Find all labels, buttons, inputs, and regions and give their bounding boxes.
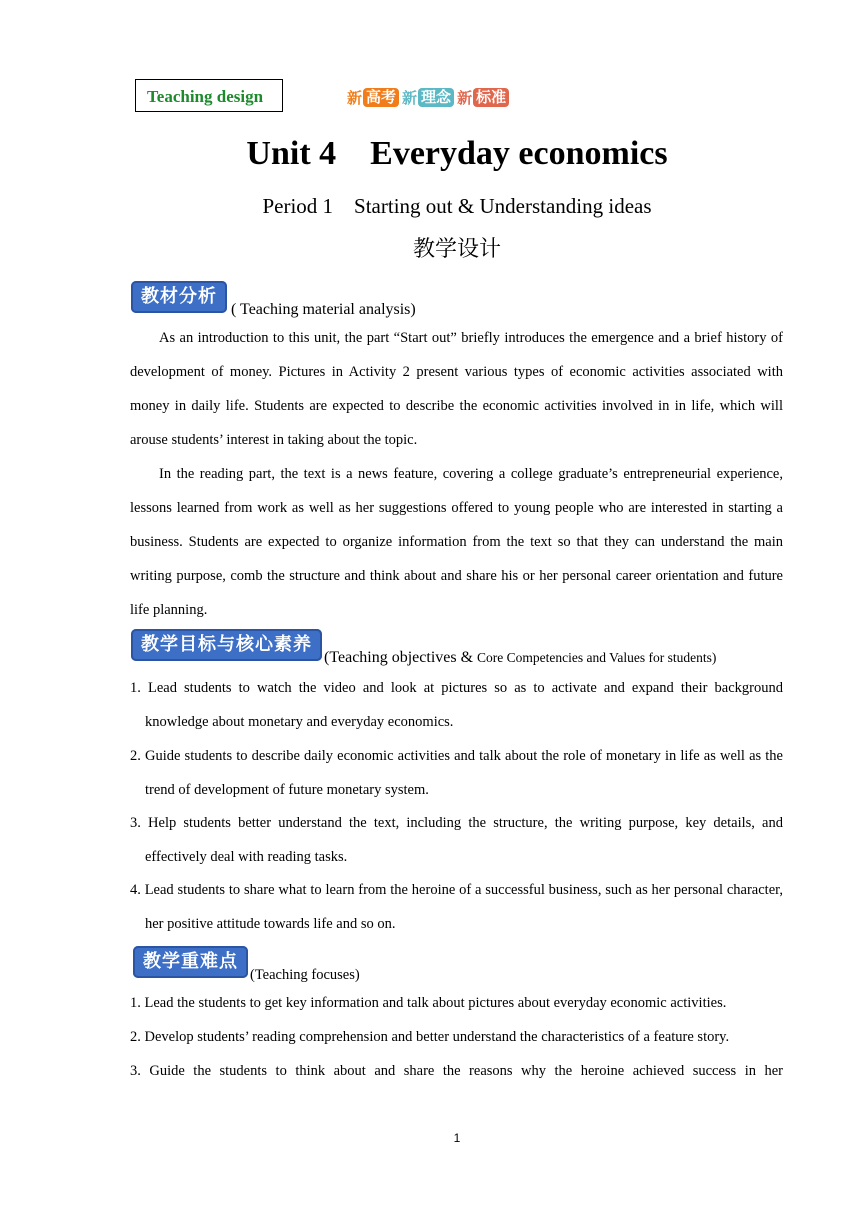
- slogan-pill-2: 理念: [418, 88, 454, 107]
- slogan-char-2: 新: [402, 88, 418, 107]
- section-objectives-heading: [131, 629, 717, 666]
- section-material-analysis-heading: [131, 281, 416, 318]
- period-subtitle: Period 1 Starting out & Understanding ideas: [262, 194, 652, 218]
- unit-title: Unit 4 Everyday economics: [246, 135, 668, 172]
- slogan-char-3: 新: [457, 88, 473, 107]
- slogan-pill-1: 高考: [363, 88, 399, 107]
- slogan-char-1: 新: [347, 88, 363, 107]
- section-label: [324, 649, 716, 667]
- section-badge: 教材分析: [131, 281, 227, 313]
- page-number: 1: [453, 1131, 461, 1145]
- section-focuses-heading: [133, 946, 360, 983]
- slogan-logo: [347, 86, 512, 108]
- teaching-design-tag: Teaching design: [135, 79, 283, 112]
- list-item: 2. Guide students to describe daily economic activities and talk about the role of monetary in life as well as the trend of development of future monetary system.: [130, 748, 783, 798]
- section-label: (Teaching focuses): [250, 967, 360, 983]
- list-item: 1. Lead students to watch the video and look at pictures so as to activate and expand their background knowledge about monetary and everyday economics.: [130, 680, 783, 730]
- section-label-main: (Teaching objectives &: [324, 649, 478, 666]
- section-badge: 教学目标与核心素养: [131, 629, 322, 661]
- list-item: 2. Develop students’ reading comprehension and better understand the characteristics of a feature story.: [130, 1029, 730, 1045]
- slogan-pill-3: 标准: [473, 88, 509, 107]
- section-label-small: Core Competencies and Values for students): [477, 650, 717, 665]
- paragraph: In the reading part, the text is a news feature, covering a college graduate’s entrepreneurial experience, lessons learned from work as well as her suggestions offered to young people who are interested in starting a business. Students are expected to organize information from the text so that they can understand the main writing purpose, comb the structure and think about and share his or her personal career orientation and future life planning.: [130, 466, 783, 618]
- list-item: 4. Lead students to share what to learn from the heroine of a successful business, such as her personal character, her positive attitude towards life and so on.: [130, 882, 783, 932]
- list-item: 3. Guide the students to think about and share the reasons why the heroine achieved success in her: [130, 1063, 783, 1079]
- paragraph: As an introduction to this unit, the part “Start out” briefly introduces the emergence and a brief history of development of money. Pictures in Activity 2 present various types of economic activities associated with money in daily life. Students are expected to describe the economic activities involved in in life, which will arouse students’ interest in taking about the topic.: [130, 330, 783, 448]
- list-item: 3. Help students better understand the text, including the structure, the writing purpose, key details, and effectively deal with reading tasks.: [130, 815, 783, 865]
- chinese-title: 教学设计: [412, 237, 501, 262]
- list-item: 1. Lead the students to get key information and talk about pictures about everyday economic activities.: [130, 995, 727, 1011]
- section-label: ( Teaching material analysis): [231, 301, 416, 318]
- section-badge: 教学重难点: [133, 946, 248, 978]
